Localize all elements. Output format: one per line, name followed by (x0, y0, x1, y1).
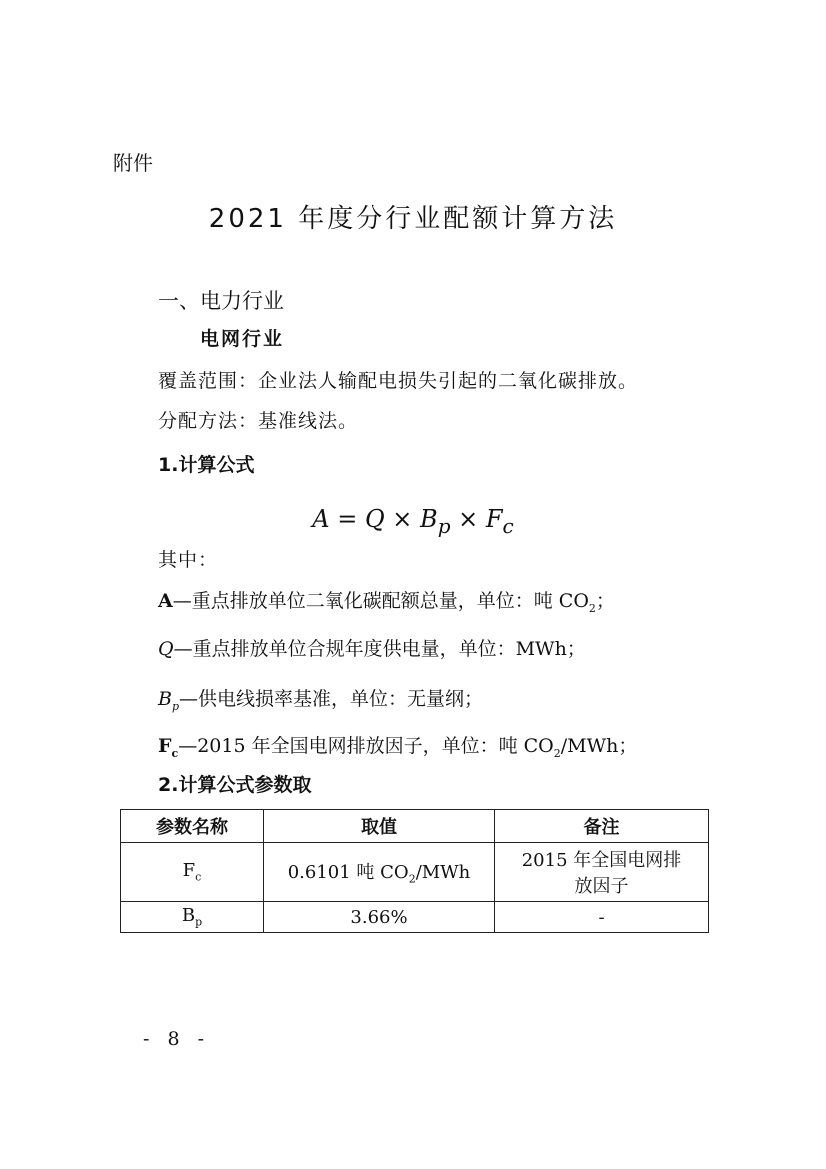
table-row (121, 902, 709, 933)
param-value-cell (264, 843, 495, 902)
definition-unit-sub: 2 (588, 601, 596, 615)
param-value: 3.66% (350, 906, 408, 928)
param-note-cell (495, 843, 709, 902)
formula-q: Q (364, 505, 385, 533)
param-value-tail: /MWh (415, 862, 471, 884)
definition-unit-sub: 2 (553, 746, 561, 760)
table-header-row (121, 810, 709, 843)
param-name-cell (121, 902, 264, 933)
param-note-line: 放因子 (574, 876, 629, 897)
section-heading-power: 一、电力行业 (158, 289, 284, 313)
where-label: 其中： (158, 549, 219, 571)
column-header-note: 备注 (495, 810, 709, 843)
definition-text: —重点排放单位合规年度供电量，单位：MWh； (173, 638, 586, 660)
params-heading: 2.计算公式参数取 (158, 774, 312, 796)
param-value-sub: 2 (408, 872, 416, 886)
subsection-heading-grid: 电网行业 (200, 328, 285, 350)
param-value: 0.6101 吨 CO (287, 862, 409, 884)
param-name-sub: p (195, 915, 203, 929)
definition-symbol-sub: p (171, 699, 180, 713)
definition-symbol-sub: c (171, 746, 179, 760)
definition-text: —供电线损率基准，单位：无量纲； (179, 688, 484, 710)
definition-tail: /MWh； (560, 735, 638, 757)
definition-symbol: Q (158, 638, 174, 660)
page-number: - 8 - (143, 1028, 211, 1050)
param-note-cell (495, 902, 709, 933)
definition-fc (158, 731, 637, 760)
column-header-name: 参数名称 (121, 810, 264, 843)
formula-times-1: × (392, 505, 413, 533)
param-note-line: 2015 年全国电网排 (521, 850, 682, 871)
allocation-text: 分配方法：基准线法。 (158, 410, 359, 432)
definition-symbol: A (158, 590, 173, 612)
formula (0, 505, 826, 538)
params-table (120, 809, 709, 933)
formula-f: F (485, 505, 503, 533)
column-header-value: 取值 (264, 810, 495, 843)
attachment-label: 附件 (113, 151, 153, 175)
definition-bp (158, 684, 483, 713)
coverage-text: 覆盖范围：企业法人输配电损失引起的二氧化碳排放。 (158, 370, 639, 392)
formula-heading: 1.计算公式 (158, 454, 255, 476)
definition-tail: ； (595, 590, 615, 612)
formula-equals: = (337, 505, 358, 533)
definition-a (158, 586, 615, 615)
param-note-line: - (598, 906, 605, 928)
formula-b-sub: p (437, 513, 451, 538)
formula-lhs: A (312, 505, 330, 533)
definition-text: —2015 年全国电网排放因子，单位：吨 CO (178, 735, 554, 757)
formula-times-2: × (458, 505, 479, 533)
param-name: F (182, 860, 196, 882)
definition-q (158, 634, 586, 661)
formula-b: B (420, 505, 438, 533)
document-title: 2021 年度分行业配额计算方法 (208, 204, 618, 234)
definition-symbol: B (158, 688, 172, 710)
table-row (121, 843, 709, 902)
definition-symbol: F (158, 735, 172, 757)
param-name-cell (121, 843, 264, 902)
param-value-cell (264, 902, 495, 933)
param-name-sub: c (195, 870, 202, 884)
formula-f-sub: c (502, 513, 514, 538)
definition-text: —重点排放单位二氧化碳配额总量，单位：吨 CO (172, 590, 589, 612)
param-name: B (181, 905, 196, 927)
